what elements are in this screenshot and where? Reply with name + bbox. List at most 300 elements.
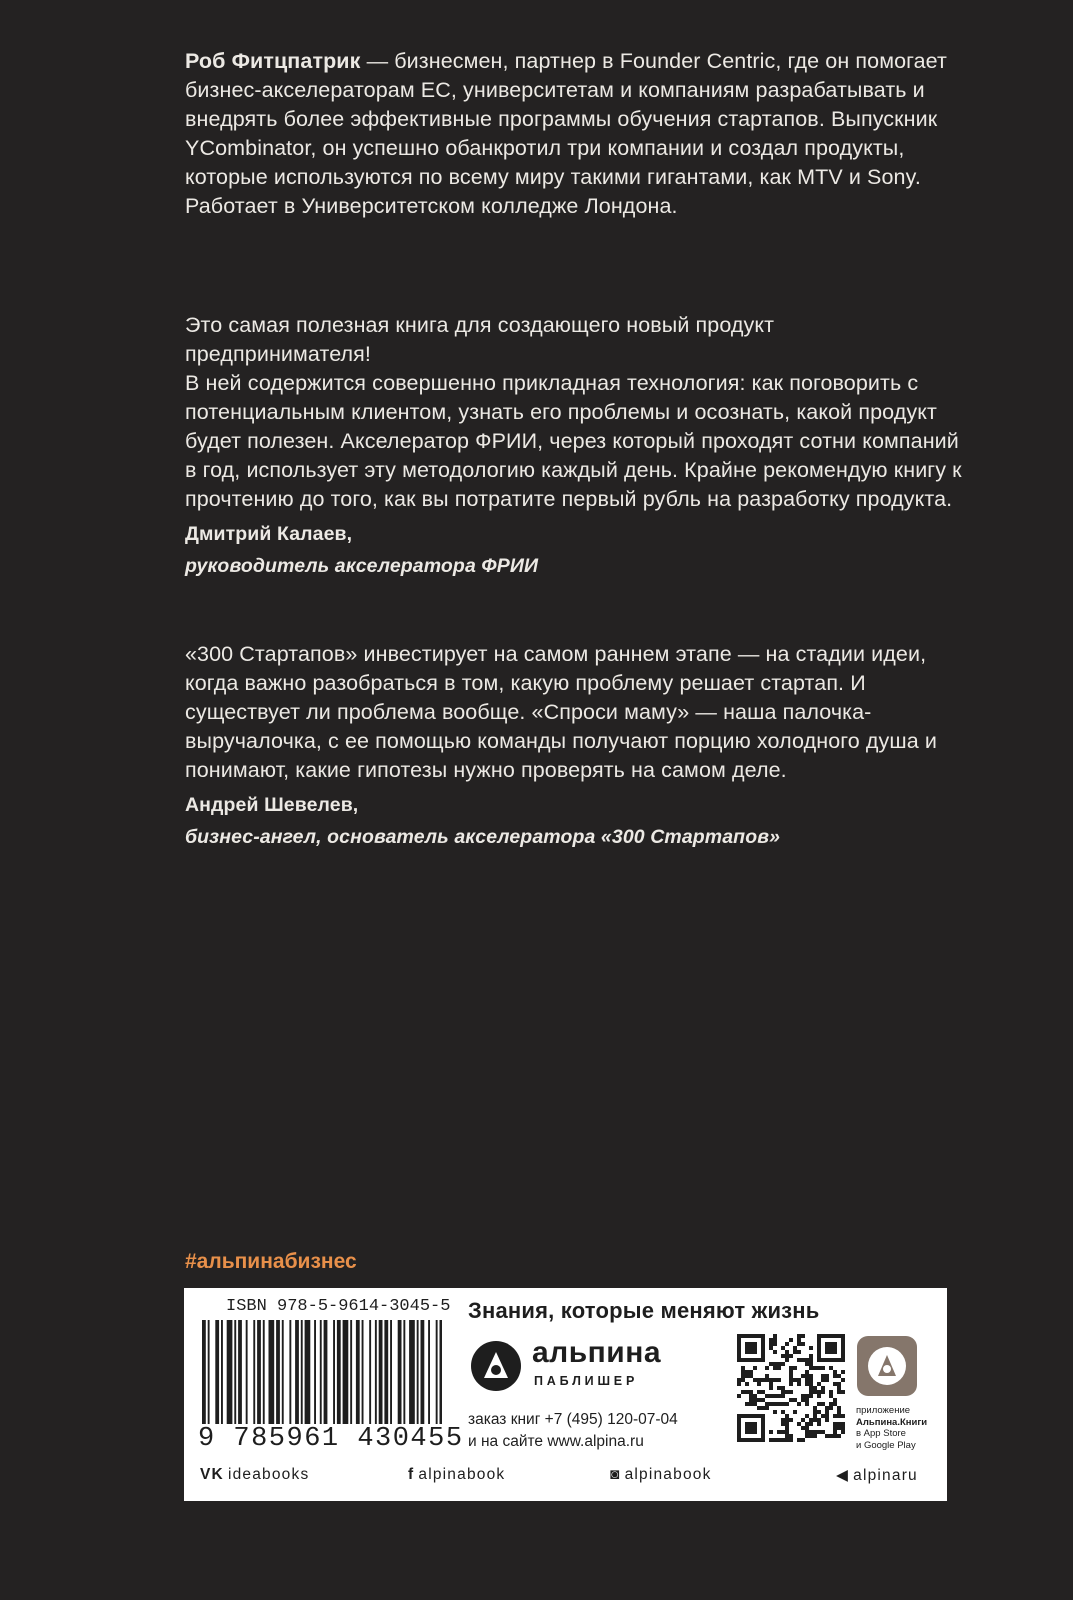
barcode-bar [320, 1320, 322, 1440]
qr-module [745, 1402, 749, 1406]
qr-module [765, 1366, 769, 1370]
qr-module [833, 1434, 837, 1438]
qr-module [833, 1370, 837, 1374]
qr-module [741, 1366, 745, 1370]
qr-module [773, 1402, 777, 1406]
barcode-bar [234, 1320, 236, 1440]
barcode-bar [362, 1320, 364, 1440]
qr-module [777, 1386, 781, 1390]
barcode-bar [369, 1320, 371, 1440]
logo-name: альпина [532, 1336, 662, 1369]
qr-module [813, 1406, 817, 1410]
review-text: Это самая полезная книга для создающего новый продукт предпринимателя! В ней содержится совершенно прикладная технология: как поговорить с потенциальным клиентом, узнать его проблемы и осознать, какой продукт будет полезен. Акселератор ФРИИ, через который проходят сотни компаний в год, использует эту методологию каждый день. Крайне рекомендую книгу к прочтению до того, как вы потратите первый рубль на разработку продукта. [185, 313, 962, 511]
qr-module [809, 1358, 813, 1362]
barcode-bar [398, 1320, 402, 1440]
qr-module [781, 1394, 785, 1398]
barcode-bar [257, 1320, 261, 1440]
qr-module [769, 1346, 773, 1350]
barcode-bar [227, 1320, 233, 1440]
qr-module [821, 1386, 825, 1390]
qr-module [789, 1338, 793, 1342]
social-telegram[interactable] [836, 1466, 918, 1485]
qr-module [837, 1406, 841, 1410]
social-instagram[interactable] [610, 1466, 712, 1484]
barcode-bar [246, 1320, 248, 1440]
barcode-bar [208, 1320, 210, 1440]
qr-module [817, 1366, 821, 1370]
qr-module [809, 1374, 813, 1378]
barcode-bar [409, 1320, 415, 1440]
barcode-bar [305, 1320, 311, 1440]
barcode-bar [269, 1320, 275, 1440]
app-text-line: приложение [856, 1405, 911, 1416]
qr-module [805, 1394, 809, 1398]
qr-module [797, 1358, 801, 1362]
qr-module [813, 1410, 817, 1414]
qr-module [805, 1358, 809, 1362]
barcode-bar [333, 1320, 335, 1440]
barcode-bar [390, 1320, 392, 1440]
publisher-panel [184, 1288, 947, 1501]
qr-module [737, 1394, 741, 1398]
qr-module [797, 1350, 801, 1354]
qr-module [809, 1366, 813, 1370]
qr-module [765, 1406, 769, 1410]
qr-module [757, 1406, 761, 1410]
barcode-bar [417, 1320, 419, 1440]
qr-module [781, 1410, 785, 1414]
qr-module [797, 1438, 801, 1442]
qr-module [805, 1414, 809, 1418]
order-info [468, 1409, 678, 1453]
qr-module [745, 1370, 749, 1374]
qr-module [817, 1390, 821, 1394]
barcode-bar [324, 1320, 328, 1440]
qr-module [801, 1358, 805, 1362]
qr-module [785, 1414, 789, 1418]
qr-module [781, 1422, 785, 1426]
qr-module [773, 1350, 777, 1354]
qr-module [781, 1418, 785, 1422]
qr-module [821, 1366, 825, 1370]
alpina-app-icon [857, 1336, 917, 1396]
barcode-digits: 9 785961 430455 [198, 1424, 464, 1454]
qr-module [789, 1434, 793, 1438]
qr-module [773, 1394, 777, 1398]
qr-module [805, 1382, 809, 1386]
qr-module [837, 1374, 841, 1378]
qr-module [765, 1374, 769, 1378]
qr-module [749, 1402, 753, 1406]
qr-module [785, 1354, 789, 1358]
barcode-bar [202, 1320, 206, 1440]
qr-module [837, 1426, 841, 1430]
qr-module [789, 1398, 793, 1402]
qr-module [789, 1390, 793, 1394]
qr-module [837, 1390, 841, 1394]
qr-module [813, 1418, 817, 1422]
bio-text: — бизнесмен, партнер в Founder Centric, где он помогает бизнес-акселераторам ЕС, университетам и компаниям разрабатывать и внедрять более эффективные программы обучения стартапов. Выпускник YCombinator, он успешно обанкротил три компании и создал продукты, которые используются по всему миру такими гигантами, как MTV и Sony. Работает в Университетском колледже Лондона. [185, 49, 947, 218]
qr-module [785, 1438, 789, 1442]
qr-module [765, 1402, 769, 1406]
qr-module [825, 1406, 829, 1410]
qr-module [825, 1414, 829, 1418]
alpina-logo-icon [468, 1338, 524, 1394]
qr-module [753, 1366, 757, 1370]
barcode-bar [440, 1320, 443, 1440]
qr-module [801, 1334, 805, 1338]
barcode-bar [428, 1320, 430, 1440]
qr-module [829, 1406, 833, 1410]
qr-module [781, 1346, 785, 1350]
qr-module [761, 1406, 765, 1410]
qr-module [801, 1398, 805, 1402]
qr-module [833, 1422, 837, 1426]
qr-module [773, 1378, 777, 1382]
qr-module [825, 1374, 829, 1378]
barcode-bar [253, 1320, 255, 1440]
qr-module [801, 1342, 805, 1346]
qr-module [837, 1382, 841, 1386]
qr-module [773, 1338, 777, 1342]
qr-module [789, 1378, 793, 1382]
review-author-name: Дмитрий Калаев, [185, 523, 353, 545]
qr-module [785, 1434, 789, 1438]
qr-module [749, 1374, 753, 1378]
qr-module [813, 1366, 817, 1370]
app-text [856, 1405, 946, 1451]
instagram-icon: ◙ [610, 1466, 621, 1483]
qr-module [773, 1438, 777, 1442]
qr-module [769, 1438, 773, 1442]
qr-module [817, 1402, 821, 1406]
app-text-line: Альпина.Книги [856, 1416, 928, 1428]
qr-module [797, 1338, 801, 1342]
qr-module [817, 1430, 821, 1434]
qr-module [741, 1390, 745, 1394]
qr-module [829, 1434, 833, 1438]
review-author [185, 789, 965, 853]
qr-module [781, 1438, 785, 1442]
social-handle: alpinabook [624, 1466, 712, 1483]
qr-module [801, 1394, 805, 1398]
qr-module [777, 1438, 781, 1442]
qr-module [797, 1334, 801, 1338]
qr-module [741, 1378, 745, 1382]
qr-module [777, 1366, 781, 1370]
qr-module [793, 1346, 797, 1350]
qr-module [773, 1410, 777, 1414]
qr-module [829, 1390, 833, 1394]
qr-module [841, 1422, 845, 1426]
qr-module [785, 1426, 789, 1430]
qr-module [833, 1382, 837, 1386]
qr-module [837, 1386, 841, 1390]
qr-module [777, 1378, 781, 1382]
qr-module [805, 1362, 809, 1366]
vk-icon: VK [200, 1466, 224, 1483]
facebook-icon: f [408, 1466, 415, 1483]
qr-module [777, 1402, 781, 1406]
qr-module [769, 1386, 773, 1390]
qr-module [841, 1426, 845, 1430]
slogan: Знания, которые меняют жизнь [468, 1298, 820, 1323]
qr-module [809, 1378, 813, 1382]
qr-module [841, 1390, 845, 1394]
qr-module [785, 1430, 789, 1434]
social-facebook[interactable] [408, 1466, 505, 1484]
qr-module [785, 1358, 789, 1362]
barcode-bar [421, 1320, 425, 1440]
barcode-bar [350, 1320, 352, 1440]
social-vk[interactable] [200, 1466, 309, 1484]
review-author [185, 518, 965, 582]
qr-module [833, 1402, 837, 1406]
qr-module [805, 1378, 809, 1382]
social-links [184, 1466, 947, 1492]
qr-module [793, 1410, 797, 1414]
qr-module [793, 1366, 797, 1370]
app-icon [857, 1336, 917, 1396]
qr-module [785, 1342, 789, 1346]
qr-module [805, 1422, 809, 1426]
qr-module [817, 1382, 821, 1386]
barcode-bar [295, 1320, 299, 1440]
qr-module [809, 1434, 813, 1438]
qr-module [765, 1394, 769, 1398]
qr-module [825, 1418, 829, 1422]
qr-module [749, 1398, 753, 1402]
qr-module [841, 1370, 845, 1374]
qr-module [821, 1390, 825, 1394]
logo-subtitle: ПАБЛИШЕР [534, 1374, 639, 1388]
barcode-bar [289, 1320, 291, 1440]
hashtag: #альпинабизнес [185, 1250, 357, 1273]
barcode-bar [356, 1320, 360, 1440]
qr-module [809, 1418, 813, 1422]
qr-module [805, 1426, 809, 1430]
barcode-bar [263, 1320, 265, 1440]
qr-module [769, 1430, 773, 1434]
qr-module [745, 1422, 757, 1434]
qr-module [773, 1334, 777, 1338]
qr-module [833, 1430, 837, 1434]
qr-module [809, 1430, 813, 1434]
qr-module [797, 1342, 801, 1346]
qr-module [805, 1370, 809, 1374]
qr-module [821, 1414, 825, 1418]
barcode-bar [379, 1320, 383, 1440]
qr-code-icon [737, 1334, 845, 1442]
qr-module [769, 1402, 773, 1406]
qr-module [829, 1402, 833, 1406]
barcode-bar [238, 1320, 242, 1440]
qr-module [829, 1394, 833, 1398]
qr-module [825, 1342, 837, 1354]
qr-module [781, 1430, 785, 1434]
qr-module [753, 1402, 757, 1406]
qr-module [789, 1370, 793, 1374]
qr-module [833, 1374, 837, 1378]
review-2 [185, 640, 965, 853]
qr-module [793, 1378, 797, 1382]
barcode [202, 1320, 442, 1440]
qr-module [793, 1350, 797, 1354]
review-author-role: руководитель акселератора ФРИИ [185, 555, 539, 577]
qr-module [821, 1402, 825, 1406]
review-1 [185, 311, 965, 582]
qr-module [809, 1354, 813, 1358]
qr-module [801, 1418, 805, 1422]
qr-module [741, 1370, 745, 1374]
qr-module [809, 1394, 813, 1398]
qr-module [813, 1386, 817, 1390]
qr-module [753, 1398, 757, 1402]
qr-module [837, 1422, 841, 1426]
qr-module [797, 1402, 801, 1406]
qr-module [801, 1374, 805, 1378]
barcode-bar [215, 1320, 219, 1440]
order-phone: заказ книг +7 (495) 120-07-04 [468, 1411, 678, 1428]
qr-module [793, 1398, 797, 1402]
qr-module [841, 1378, 845, 1382]
review-author-name: Андрей Шевелев, [185, 794, 359, 816]
barcode-bar [276, 1320, 280, 1440]
barcode-bar [314, 1320, 316, 1440]
qr-module [821, 1378, 825, 1382]
qr-module [809, 1390, 813, 1394]
bio-name: Роб Фитцпатрик [185, 49, 361, 73]
qr-module [829, 1366, 833, 1370]
qr-module [837, 1410, 841, 1414]
qr-module [769, 1342, 773, 1346]
qr-module [797, 1382, 801, 1386]
qr-module [785, 1402, 789, 1406]
qr-module [805, 1434, 809, 1438]
qr-module [837, 1434, 841, 1438]
qr-module [737, 1382, 741, 1386]
qr-module [833, 1426, 837, 1430]
barcode-bar [436, 1320, 438, 1440]
qr-module [785, 1350, 789, 1354]
qr-module [837, 1414, 841, 1418]
qr-module [757, 1398, 761, 1402]
qr-module [785, 1390, 789, 1394]
qr-module [769, 1394, 773, 1398]
qr-module [769, 1378, 773, 1382]
qr-module [761, 1390, 765, 1394]
qr-module [789, 1354, 793, 1358]
qr-module [817, 1394, 821, 1398]
qr-module [745, 1382, 749, 1386]
qr-module [833, 1414, 837, 1418]
qr-module [781, 1386, 785, 1390]
barcode-bar [375, 1320, 377, 1440]
qr-module [817, 1410, 821, 1414]
qr-module [781, 1354, 785, 1358]
barcode-bar [301, 1320, 303, 1440]
qr-module [797, 1378, 801, 1382]
qr-module [773, 1362, 777, 1366]
qr-module [757, 1378, 761, 1382]
isbn: ISBN 978-5-9614-3045-5 [226, 1297, 451, 1316]
qr-module [773, 1366, 777, 1370]
qr-module [841, 1430, 845, 1434]
qr-module [805, 1402, 809, 1406]
barcode-bar [403, 1320, 405, 1440]
qr-module [749, 1370, 753, 1374]
qr-module [781, 1390, 785, 1394]
qr-module [789, 1418, 793, 1422]
qr-module [777, 1430, 781, 1434]
qr-module [813, 1390, 817, 1394]
qr-module [773, 1342, 777, 1346]
qr-module [745, 1390, 749, 1394]
social-handle: alpinabook [418, 1466, 506, 1483]
qr-module [809, 1386, 813, 1390]
qr-module [821, 1374, 825, 1378]
barcode-bar [221, 1320, 223, 1440]
qr-module [809, 1362, 813, 1366]
qr-module [789, 1438, 793, 1442]
qr-module [813, 1430, 817, 1434]
qr-module [781, 1362, 785, 1366]
qr-module [801, 1438, 805, 1442]
qr-module [817, 1418, 821, 1422]
qr-module [761, 1398, 765, 1402]
qr-module [805, 1430, 809, 1434]
qr-module [809, 1382, 813, 1386]
barcode-bar [282, 1320, 284, 1440]
qr-module [801, 1426, 805, 1430]
qr-module [765, 1378, 769, 1382]
qr-module [741, 1374, 745, 1378]
qr-module [825, 1410, 829, 1414]
review-author-role: бизнес-ангел, основатель акселератора «300 Стартапов» [185, 826, 781, 848]
qr-module [813, 1414, 817, 1418]
qr-module [769, 1382, 773, 1386]
qr-module [753, 1394, 757, 1398]
qr-module [789, 1374, 793, 1378]
qr-module [797, 1422, 801, 1426]
qr-module [745, 1342, 757, 1354]
qr-module [769, 1362, 773, 1366]
qr-module [805, 1398, 809, 1402]
qr-module [809, 1346, 813, 1350]
social-handle: alpinaru [853, 1466, 918, 1484]
author-bio [185, 47, 965, 221]
qr-module [749, 1394, 753, 1398]
barcode-bar [337, 1320, 341, 1440]
qr-module [789, 1382, 793, 1386]
barcode-bar [384, 1320, 388, 1440]
qr-module [737, 1378, 741, 1382]
qr-module [781, 1402, 785, 1406]
qr-module [757, 1382, 761, 1386]
qr-module [749, 1390, 753, 1394]
qr-module [817, 1422, 821, 1426]
qr-module [777, 1394, 781, 1398]
qr-module [761, 1378, 765, 1382]
qr-module [825, 1378, 829, 1382]
order-site: и на сайте www.alpina.ru [468, 1433, 644, 1450]
app-text-line: в App Store [856, 1428, 906, 1439]
qr-module [777, 1362, 781, 1366]
qr-module [785, 1422, 789, 1426]
qr-module [809, 1422, 813, 1426]
qr-module [813, 1434, 817, 1438]
social-handle: ideabooks [227, 1466, 310, 1483]
